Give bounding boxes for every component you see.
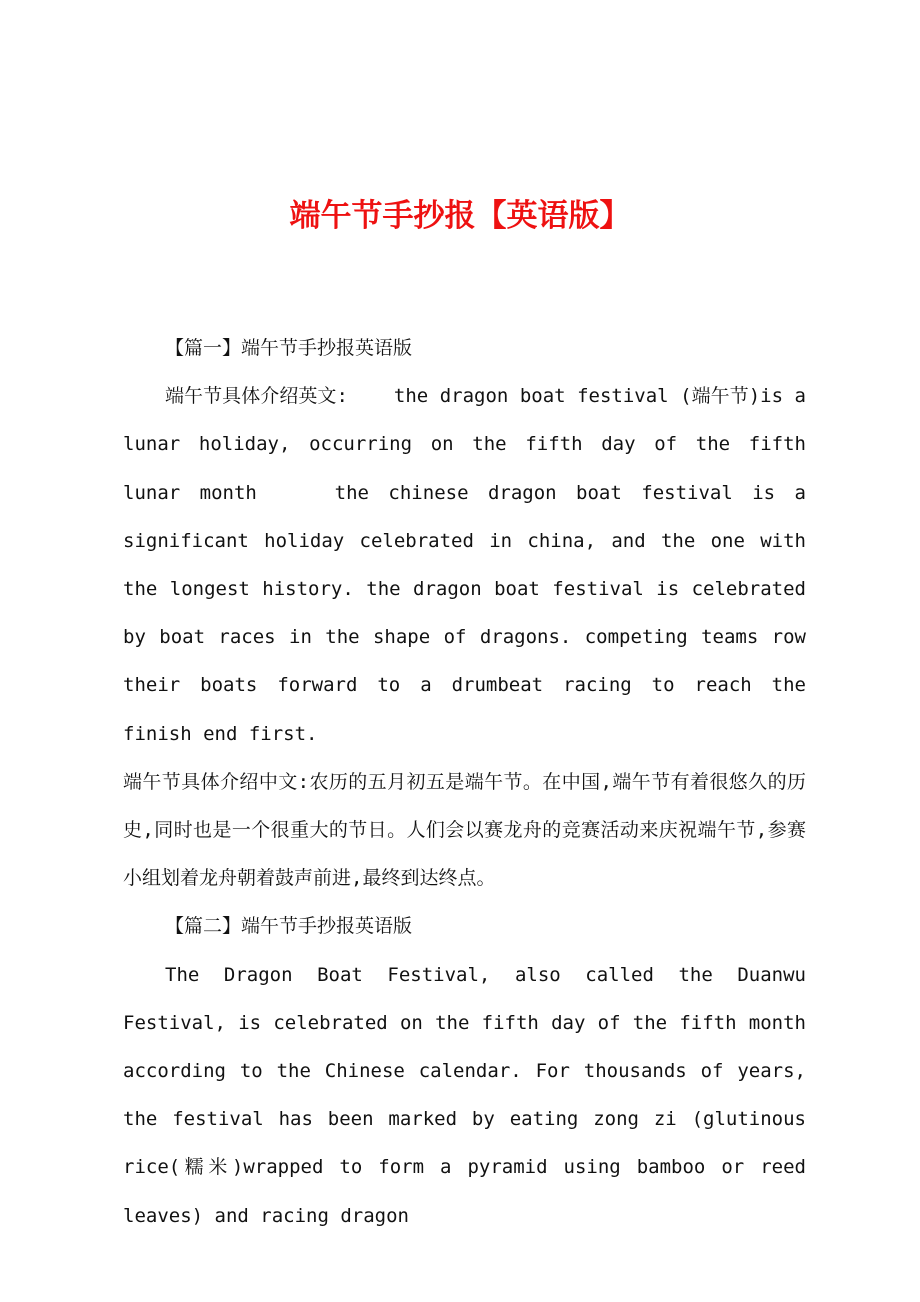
section-1-paragraph-zh: 端午节具体介绍中文:农历的五月初五是端午节。在中国,端午节有着很悠久的历史,同时也是一个很重大的节日。人们会以赛龙舟的竞赛活动来庆祝端午节,参赛小组划着龙舟朝着鼓声前进,最终到达终点。 xyxy=(123,770,806,890)
section-1-paragraph-en: 端午节具体介绍英文: the dragon boat festival (端午节)is a lunar holiday, occurring on the fifth day of the fifth lunar month the chinese dragon boat festival is a significant holiday celebrated in china, and the one with the longest history. the dragon boat festival is celebrated by boat races in the shape of dragons. competing teams row their boats forward to a drumbeat racing to reach the finish end first. xyxy=(123,385,818,745)
section-heading-1: 【篇一】端午节手抄报英语版 xyxy=(165,337,413,359)
section-heading-2: 【篇二】端午节手抄报英语版 xyxy=(165,915,413,938)
document-title: 端午节手抄报【英语版】 xyxy=(289,198,631,234)
section-2-paragraph-en: The Dragon Boat Festival, also called the Duanwu Festival, is celebrated on the fifth day of the fifth month according to the Chinese calendar. For thousands of years, the festival has been marked by eating zong zi (glutinous rice(糯米)wrapped to form a pyramid using bamboo or reed leaves) and racing dragon xyxy=(123,963,806,1227)
document-body xyxy=(123,324,818,1240)
